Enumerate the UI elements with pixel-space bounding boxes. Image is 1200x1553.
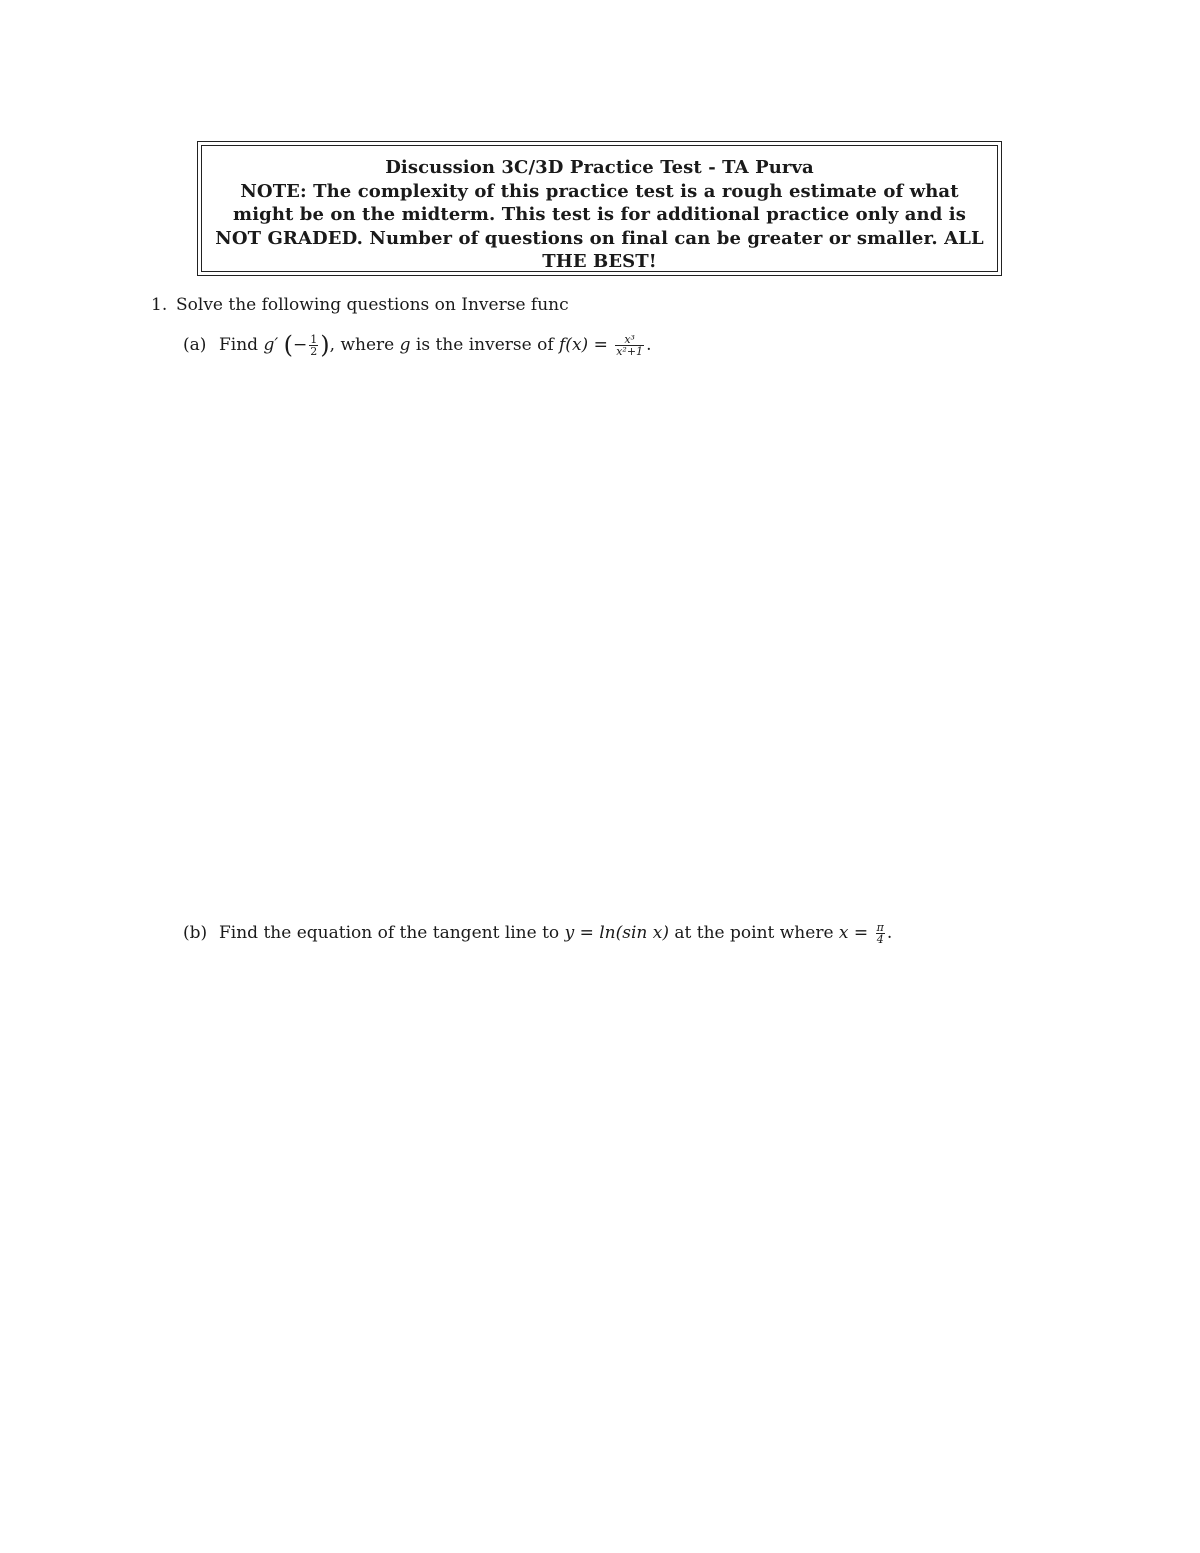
header-inner bbox=[201, 145, 998, 272]
open-paren: ( bbox=[283, 331, 294, 359]
question-1b bbox=[183, 922, 892, 945]
function-fraction bbox=[615, 334, 644, 357]
where-word: , where bbox=[329, 335, 395, 355]
inverse-phrase: is the inverse of bbox=[415, 335, 554, 355]
question-text: Find the equation of the tangent line to bbox=[219, 923, 560, 943]
pi-denominator: 4 bbox=[876, 933, 884, 946]
pi-numerator: π bbox=[876, 921, 884, 934]
pi-fraction bbox=[876, 922, 885, 945]
header-title: Discussion 3C/3D Practice Test - TA Purva bbox=[385, 157, 814, 178]
part-label: (b) bbox=[183, 923, 208, 943]
argument-fraction bbox=[309, 334, 318, 357]
at-point-phrase: at the point where bbox=[674, 923, 834, 943]
period: . bbox=[646, 335, 652, 355]
question-text: Solve the following questions on Inverse func bbox=[176, 295, 569, 315]
period: . bbox=[886, 923, 893, 943]
question-number: 1. bbox=[151, 295, 168, 315]
f-of-x: f(x) = bbox=[559, 335, 608, 355]
header-box bbox=[197, 141, 1002, 276]
header-note: NOTE: The complexity of this practice test is a rough estimate of what might be on the midterm. This test is for additional practice only and is NOT GRADED. Number of questions on final can be greater or smaller. ALL THE BEST! bbox=[215, 180, 984, 272]
equation: y = ln(sin x) bbox=[564, 923, 669, 943]
question-1a: (a) Find g′ (− $\frac{1}{2}$ ), where g is the inverse of f(x) = $\frac{\text{x³}}{\text{x²+1}}$ . bbox=[183, 331, 652, 359]
arg-denominator: 2 bbox=[310, 345, 318, 358]
close-paren: ) bbox=[320, 331, 330, 359]
find-word: Find bbox=[219, 335, 259, 355]
f-denominator: x²+1 bbox=[616, 345, 644, 358]
f-numerator: x³ bbox=[615, 334, 644, 346]
g-symbol: g bbox=[399, 335, 411, 355]
question-1 bbox=[151, 294, 569, 316]
arg-numerator: 1 bbox=[310, 333, 318, 346]
part-label: (a) bbox=[183, 335, 207, 355]
g-prime: g′ bbox=[263, 335, 279, 355]
x-equals: x = bbox=[838, 923, 869, 943]
